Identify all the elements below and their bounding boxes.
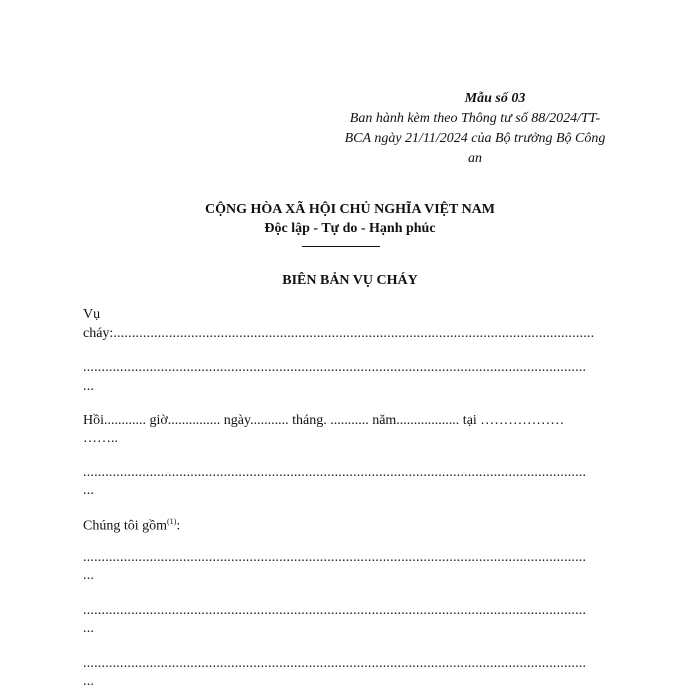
document-title: BIÊN BẢN VỤ CHÁY [282, 273, 418, 288]
national-title: CỘNG HÒA XÃ HỘI CHỦ NGHĨA VIỆT NAM [204, 202, 495, 217]
fill-line-4-tail [83, 621, 94, 637]
fill-line-1 [83, 360, 586, 376]
national-motto: Độc lập - Tự do - Hạnh phúc [264, 221, 436, 236]
fill-dots: ... [83, 379, 95, 394]
vu-chay-line [83, 326, 594, 342]
fill-line-2 [83, 465, 586, 481]
fill-dots: ........................................................................................................................................ [83, 465, 587, 480]
fill-line-4 [83, 603, 586, 619]
fill-dots: ... [83, 621, 95, 636]
fill-dots: ... [83, 568, 95, 583]
time-line-tail: …….. [83, 431, 118, 446]
fill-dots: ... [83, 483, 95, 498]
fill-line-1-tail [83, 379, 94, 395]
footnote-mark: (1) [167, 517, 177, 526]
fill-line-3 [83, 550, 586, 566]
colon: : [176, 518, 181, 534]
vu-chay-label: Vụ [83, 307, 101, 322]
form-header [330, 89, 620, 169]
fill-dots: ........................................................................................................................................ [83, 603, 587, 618]
time-line: Hồi............ giờ............... ngày........... tháng. ........... năm.................. tại ……………… [83, 413, 565, 428]
form-issued-line-1: Ban hành kèm theo Thông tư số 88/2024/TT- [349, 111, 601, 126]
form-issued-line-3: an [468, 151, 482, 166]
fill-dots: ........................................................................................................................................ [83, 360, 587, 375]
fill-line-2-tail [83, 483, 94, 499]
form-number: Mẫu số 03 [464, 91, 526, 106]
fill-line-3-tail [83, 568, 94, 584]
motto-underline [302, 246, 380, 247]
vu-chay-label-2: cháy: [83, 326, 114, 341]
fill-line-5 [83, 656, 586, 672]
fill-dots: ........................................................................................................................................ [83, 656, 587, 671]
fill-line-5-tail [83, 674, 94, 690]
fill-dots: .................................................................................................................................. [113, 326, 595, 341]
form-issued-line-2: BCA ngày 21/11/2024 của Bộ trưởng Bộ Công [344, 131, 606, 146]
fill-dots: ........................................................................................................................................ [83, 550, 587, 565]
members-label-line [83, 517, 180, 535]
members-label: Chúng tôi gồm [83, 518, 168, 534]
fill-dots: ... [83, 674, 95, 689]
